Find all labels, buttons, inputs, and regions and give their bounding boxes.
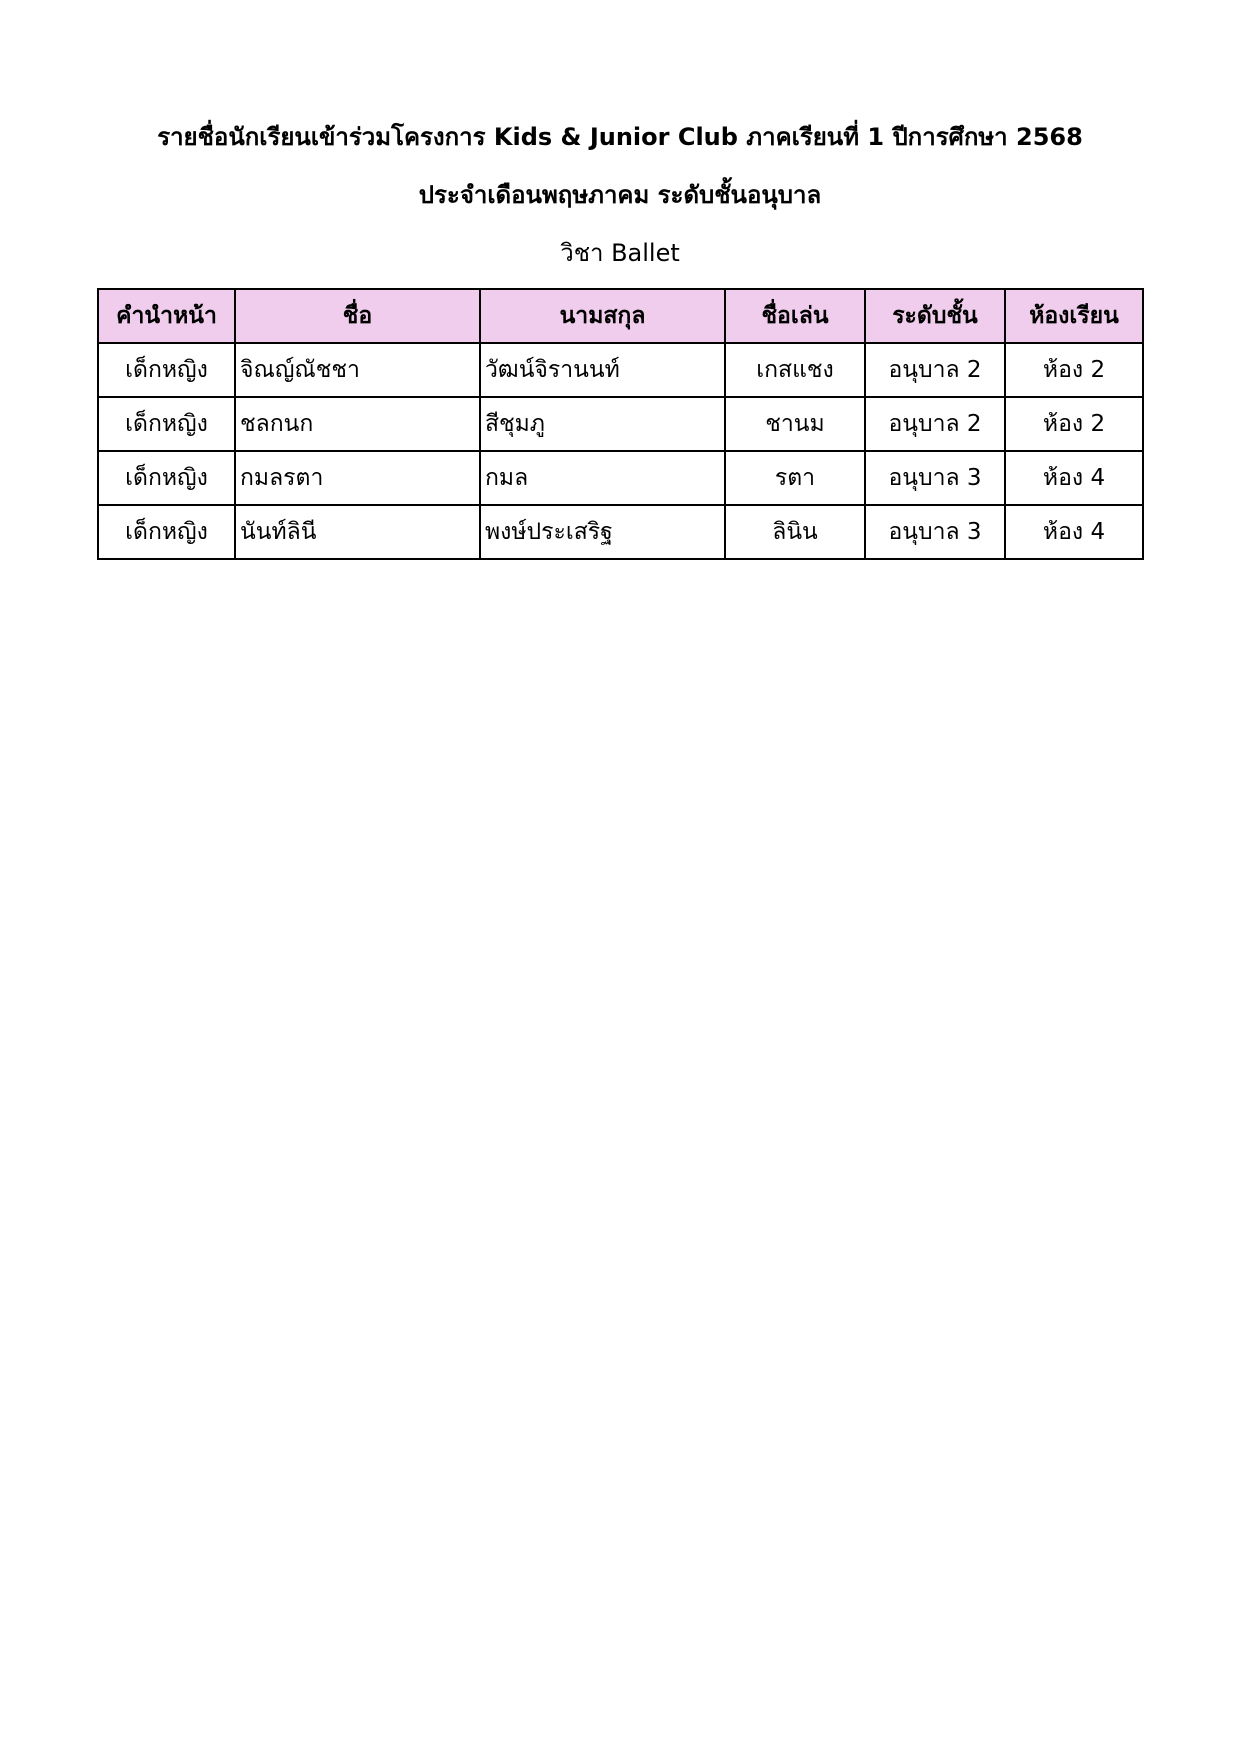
document-title: รายชื่อนักเรียนเข้าร่วมโครงการ Kids & Junior Club ภาคเรียนที่ 1 ปีการศึกษา 2568 <box>157 123 1083 151</box>
document-subtitle: ประจำเดือนพฤษภาคม ระดับชั้นอนุบาล <box>418 181 822 209</box>
table-row <box>98 505 1143 559</box>
cell-nickname: เกสแชง <box>725 343 865 397</box>
cell-prefix: เด็กหญิง <box>98 451 235 505</box>
cell-last-name: วัฒน์จิรานนท์ <box>480 343 725 397</box>
cell-grade-level: อนุบาล 3 <box>865 505 1005 559</box>
table-row <box>98 343 1143 397</box>
header-nickname: ชื่อเล่น <box>725 289 865 343</box>
subject-title: วิชา Ballet <box>560 239 680 267</box>
cell-last-name: กมล <box>480 451 725 505</box>
header-first-name: ชื่อ <box>235 289 480 343</box>
cell-first-name: นันท์ลินี <box>235 505 480 559</box>
header-grade-level: ระดับชั้น <box>865 289 1005 343</box>
cell-first-name: จิณญ์ณัชชา <box>235 343 480 397</box>
cell-grade-level: อนุบาล 2 <box>865 397 1005 451</box>
cell-nickname: รตา <box>725 451 865 505</box>
cell-nickname: ลินิน <box>725 505 865 559</box>
cell-last-name: พงษ์ประเสริฐ <box>480 505 725 559</box>
cell-classroom: ห้อง 2 <box>1005 397 1143 451</box>
cell-prefix: เด็กหญิง <box>98 505 235 559</box>
student-roster-table <box>97 288 1144 560</box>
cell-last-name: สีชุมภู <box>480 397 725 451</box>
table-header-row <box>98 289 1143 343</box>
cell-prefix: เด็กหญิง <box>98 343 235 397</box>
cell-first-name: ชลกนก <box>235 397 480 451</box>
cell-grade-level: อนุบาล 3 <box>865 451 1005 505</box>
table-row <box>98 451 1143 505</box>
cell-first-name: กมลรตา <box>235 451 480 505</box>
header-prefix: คำนำหน้า <box>98 289 235 343</box>
header-classroom: ห้องเรียน <box>1005 289 1143 343</box>
cell-classroom: ห้อง 2 <box>1005 343 1143 397</box>
cell-prefix: เด็กหญิง <box>98 397 235 451</box>
cell-classroom: ห้อง 4 <box>1005 505 1143 559</box>
table-row <box>98 397 1143 451</box>
cell-grade-level: อนุบาล 2 <box>865 343 1005 397</box>
cell-nickname: ชานม <box>725 397 865 451</box>
cell-classroom: ห้อง 4 <box>1005 451 1143 505</box>
header-last-name: นามสกุล <box>480 289 725 343</box>
